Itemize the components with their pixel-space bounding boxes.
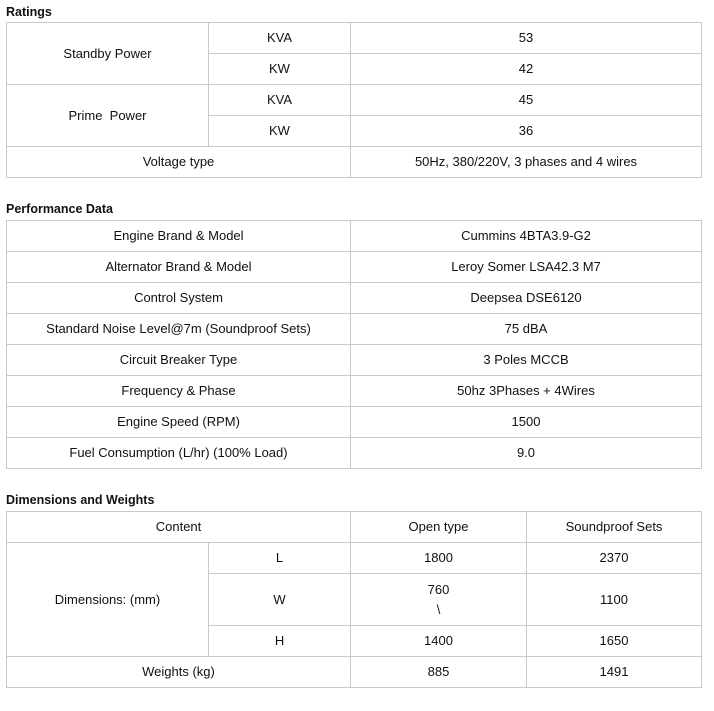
- table-row: [7, 147, 702, 178]
- prime-kva-value: 45: [351, 85, 702, 116]
- table-row: [7, 23, 702, 54]
- dim-l-soundproof: 2370: [527, 543, 702, 574]
- standby-power-label: Standby Power: [7, 23, 209, 85]
- standby-kw-value: 42: [351, 54, 702, 85]
- prime-power-label: Prime Power: [7, 85, 209, 147]
- dimensions-label: Dimensions: (mm): [7, 543, 209, 657]
- row-label: Frequency & Phase: [7, 376, 351, 407]
- table-row: [7, 543, 702, 574]
- table-row: [7, 314, 702, 345]
- table-row: [7, 657, 702, 688]
- row-label: Standard Noise Level@7m (Soundproof Sets): [7, 314, 351, 345]
- standby-kw-unit: KW: [209, 54, 351, 85]
- dim-w-open-extra: \: [436, 601, 441, 617]
- dim-l-label: L: [209, 543, 351, 574]
- row-label: Circuit Breaker Type: [7, 345, 351, 376]
- dim-w-soundproof: 1100: [527, 574, 702, 626]
- standby-kva-value: 53: [351, 23, 702, 54]
- table-row: [7, 512, 702, 543]
- row-value: Cummins 4BTA3.9-G2: [351, 221, 702, 252]
- table-row: [7, 407, 702, 438]
- row-value: Leroy Somer LSA42.3 M7: [351, 252, 702, 283]
- header-soundproof: Soundproof Sets: [527, 512, 702, 543]
- row-label: Fuel Consumption (L/hr) (100% Load): [7, 438, 351, 469]
- dim-w-label: W: [209, 574, 351, 626]
- header-content: Content: [7, 512, 351, 543]
- row-label: Alternator Brand & Model: [7, 252, 351, 283]
- header-open-type: Open type: [351, 512, 527, 543]
- table-row: [7, 376, 702, 407]
- performance-title: Performance Data: [6, 202, 113, 216]
- weights-label: Weights (kg): [7, 657, 351, 688]
- table-row: [7, 85, 702, 116]
- prime-kva-unit: KVA: [209, 85, 351, 116]
- table-row: [7, 345, 702, 376]
- row-value: 75 dBA: [351, 314, 702, 345]
- row-value: 1500: [351, 407, 702, 438]
- row-value: 9.0: [351, 438, 702, 469]
- ratings-table: [6, 22, 702, 178]
- dim-h-open: 1400: [351, 626, 527, 657]
- dim-l-open: 1800: [351, 543, 527, 574]
- weights-open: 885: [351, 657, 527, 688]
- table-row: [7, 283, 702, 314]
- dim-w-open: 760: [427, 581, 450, 597]
- dimensions-title: Dimensions and Weights: [6, 493, 155, 507]
- table-row: [7, 438, 702, 469]
- dim-h-label: H: [209, 626, 351, 657]
- row-value: 50hz 3Phases + 4Wires: [351, 376, 702, 407]
- standby-kva-unit: KVA: [209, 23, 351, 54]
- row-label: Engine Speed (RPM): [7, 407, 351, 438]
- prime-kw-value: 36: [351, 116, 702, 147]
- dim-w-open-cell: [351, 574, 527, 626]
- prime-kw-unit: KW: [209, 116, 351, 147]
- performance-table: [6, 220, 702, 469]
- voltage-type-label: Voltage type: [7, 147, 351, 178]
- weights-soundproof: 1491: [527, 657, 702, 688]
- dim-h-soundproof: 1650: [527, 626, 702, 657]
- row-value: Deepsea DSE6120: [351, 283, 702, 314]
- voltage-type-value: 50Hz, 380/220V, 3 phases and 4 wires: [351, 147, 702, 178]
- ratings-title: Ratings: [6, 5, 52, 19]
- row-value: 3 Poles MCCB: [351, 345, 702, 376]
- table-row: [7, 252, 702, 283]
- row-label: Engine Brand & Model: [7, 221, 351, 252]
- table-row: [7, 221, 702, 252]
- row-label: Control System: [7, 283, 351, 314]
- dimensions-table: [6, 511, 702, 688]
